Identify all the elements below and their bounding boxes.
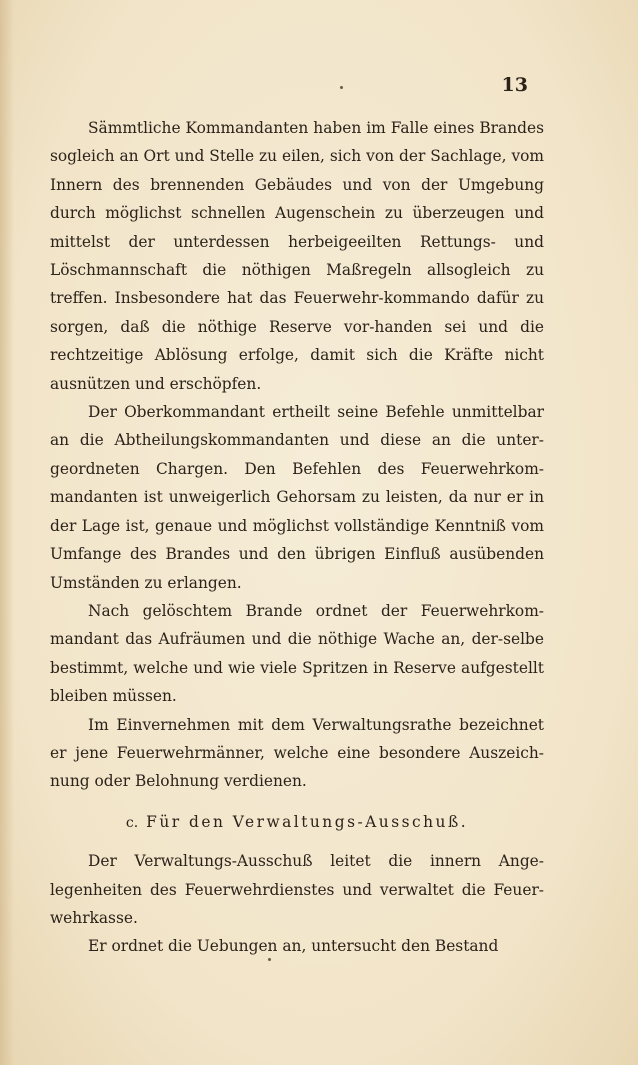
paragraph-1: Sämmtliche Kommandanten haben im Falle eines Brandes sogleich an Ort und Stelle zu eilen, sich von der Sachlage, vom Innern des brennenden Gebäudes und von der Umgebung durch möglichst schnellen Augenschein zu überzeugen und mittelst der unterdessen herbeigeeilten Rettungs- und Löschmannschaft die nöthigen Maßregeln allsogleich zu treffen. Insbesondere hat das Feuerwehr-kommando dafür zu sorgen, daß die nöthige Reserve vor-handen sei und die rechtzeitige Ablösung erfolge, damit sich die Kräfte nicht ausnützen und erschöpfen. [50,119,544,393]
ink-speck [340,86,343,89]
body-text [50,114,544,961]
paragraph-2: Der Oberkommandant ertheilt seine Befehle unmittelbar an die Abtheilungskommandanten und diese an die unter-geordneten Chargen. Den Befehlen des Feuerwehrkom-mandanten ist unweigerlich Gehorsam zu leisten, da nur er in der Lage ist, genaue und möglichst vollständige Kenntniß vom Umfange des Brandes und den übrigen Einfluß ausübenden Umständen zu erlangen. [50,403,544,592]
section-heading-title: Für den Verwaltungs-Ausschuß. [146,812,469,831]
paragraph-4: Im Einvernehmen mit dem Verwaltungsrathe bezeichnet er jene Feuerwehrmänner, welche eine besondere Auszeich-nung oder Belohnung verdienen. [50,715,544,791]
paragraph-5: Der Verwaltungs-Ausschuß leitet die innern Ange-legenheiten des Feuerwehrdienstes und verwaltet die Feuer-wehrkasse. [50,852,544,927]
ink-speck [268,958,271,961]
page-number: 13 [501,74,528,96]
page-edge-shadow [0,0,14,1065]
paragraph-3: Nach gelöschtem Brande ordnet der Feuerwehrkom-mandant das Aufräumen und die nöthige Wache an, der-selbe bestimmt, welche und wie viele Spritzen in Reserve aufgestellt bleiben müssen. [50,601,544,706]
section-heading-letter: c. [125,814,139,831]
paragraph-6: Er ordnet die Uebungen an, untersucht den Bestand [88,937,499,956]
section-heading [50,808,544,837]
